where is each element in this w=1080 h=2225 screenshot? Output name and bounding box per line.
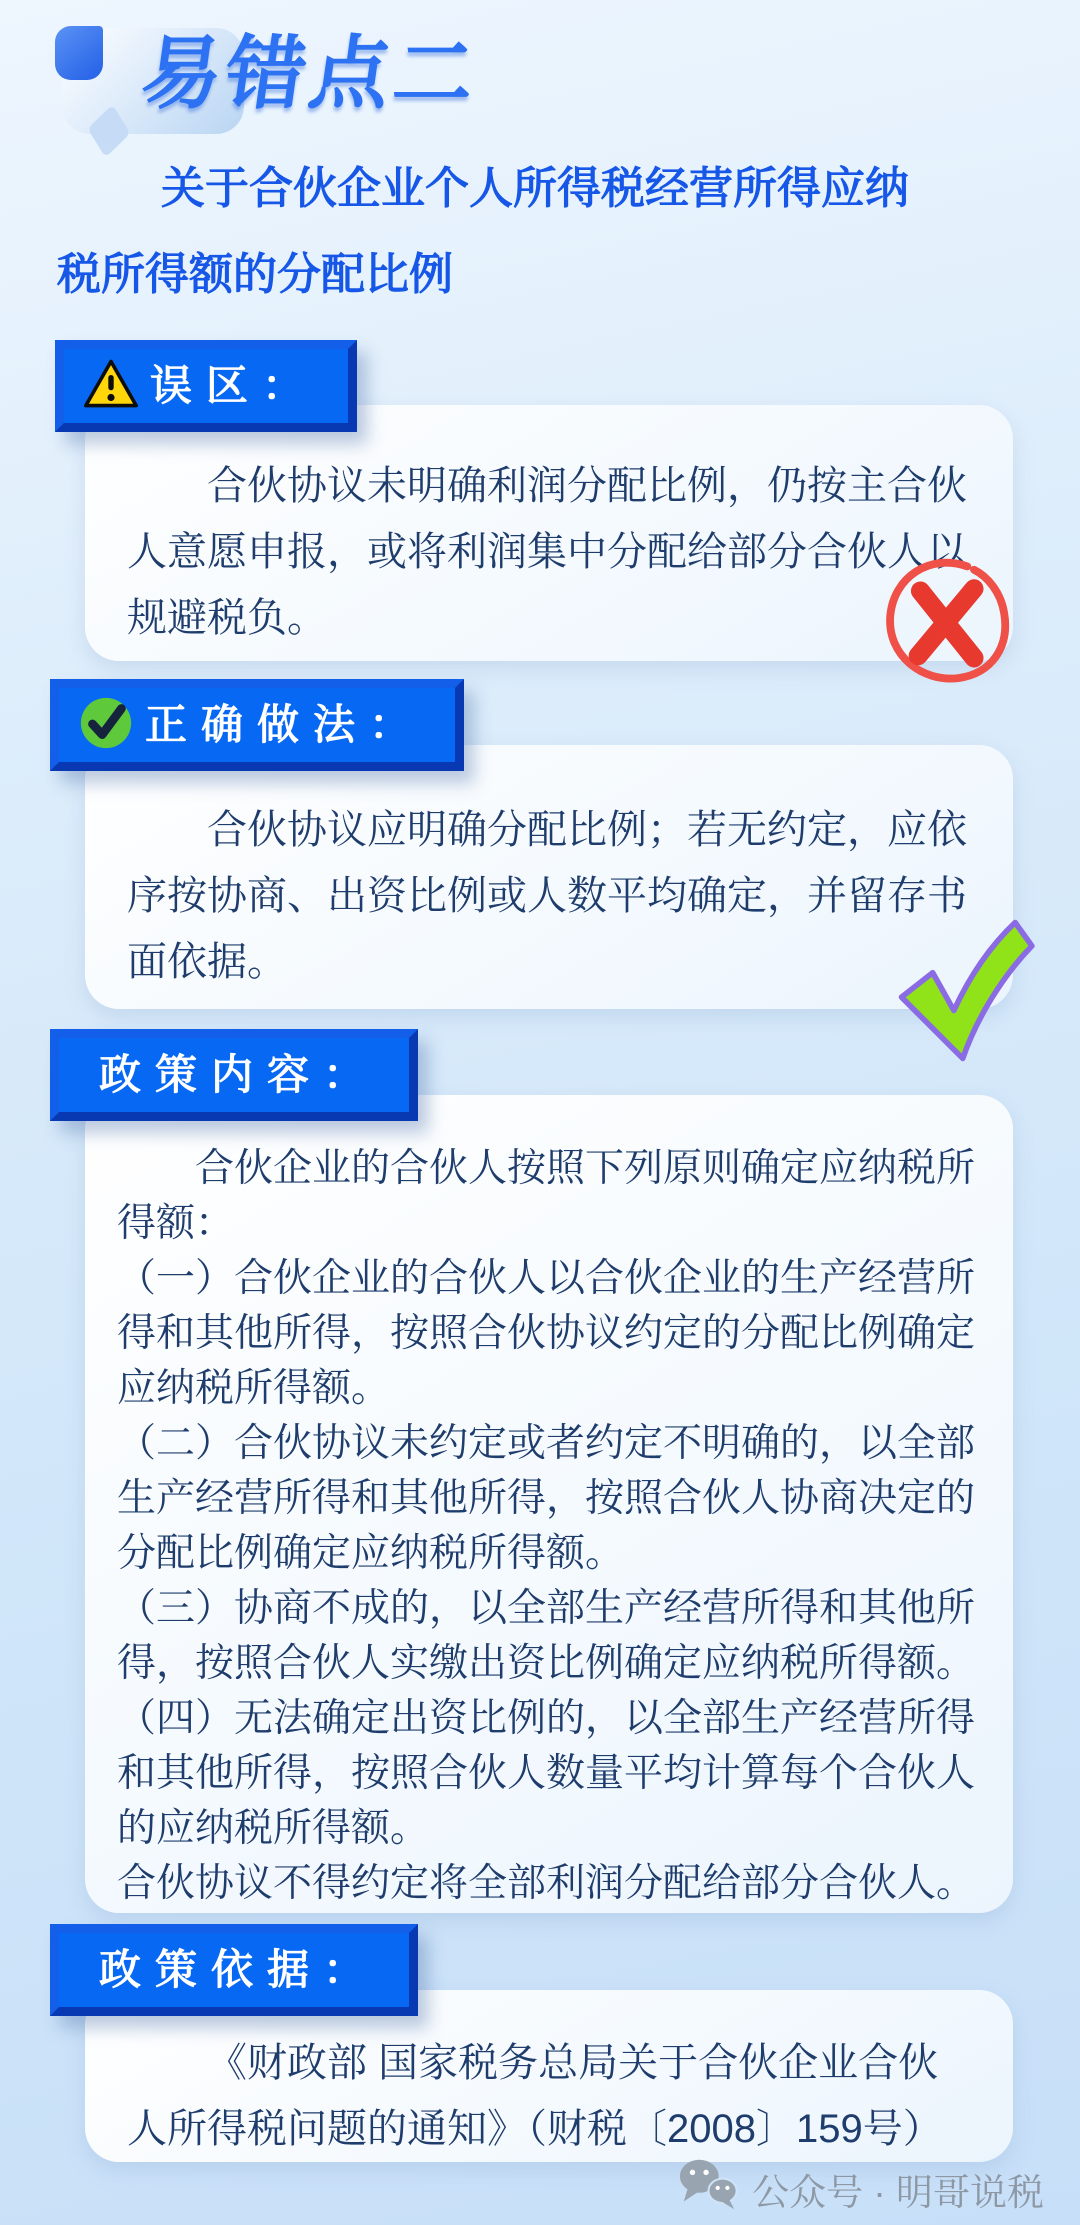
correct-practice-badge [50, 679, 464, 771]
correct-practice-badge-label: 正确做法： [145, 701, 426, 748]
warning-icon [82, 357, 140, 416]
wechat-logo-icon [676, 2156, 740, 2221]
watermark [676, 2156, 1044, 2221]
policy-paragraph: 合伙企业的合伙人按照下列原则确定应纳税所得额： [117, 1147, 976, 1245]
green-checkmark-icon [890, 908, 1040, 1064]
policy-paragraph: （一）合伙企业的合伙人以合伙企业的生产经营所得和其他所得，按照合伙协议约定的分配比例确定应纳税所得额。 [117, 1257, 976, 1410]
misconception-text: 合伙协议未明确利润分配比例，仍按主合伙人意愿申报，或将利润集中分配给部分合伙人以规避税负。 [127, 464, 967, 640]
policy-paragraph: （三）协商不成的，以全部生产经营所得和其他所得，按照合伙人实缴出资比例确定应纳税所得额。 [117, 1587, 976, 1685]
misconception-card [85, 405, 1013, 661]
policy-paragraph: （二）合伙协议未约定或者约定不明确的，以全部生产经营所得和其他所得，按照合伙人协商决定的分配比例确定应纳税所得额。 [117, 1422, 976, 1575]
policy-content-card [85, 1095, 1013, 1913]
misconception-badge-label: 误区： [150, 362, 319, 409]
policy-paragraph: 合伙协议不得约定将全部利润分配给部分合伙人。 [117, 1862, 976, 1905]
policy-content-badge-label: 政策内容： [99, 1051, 380, 1098]
check-circle-icon [77, 694, 135, 757]
policy-basis-badge [50, 1924, 418, 2016]
correct-practice-text: 合伙协议应明确分配比例；若无约定，应依序按协商、出资比例或人数平均确定，并留存书面依据。 [127, 808, 967, 984]
policy-basis-text: 《财政部 国家税务总局关于合伙企业合伙人所得税问题的通知》（财税〔2008〕159号） [127, 2041, 943, 2151]
watermark-text: 公众号 · 明哥说税 [752, 2171, 1044, 2213]
misconception-badge [55, 340, 357, 432]
page-subtitle: 关于合伙企业个人所得税经营所得应纳税所得额的分配比例 [57, 164, 909, 299]
correct-practice-card [85, 745, 1013, 1009]
policy-content-badge [50, 1029, 418, 1121]
policy-basis-badge-label: 政策依据： [99, 1946, 380, 1993]
page-title: 易错点二 [135, 29, 485, 118]
red-cross-stamp-icon [878, 550, 1012, 690]
policy-paragraph: （四）无法确定出资比例的，以全部生产经营所得和其他所得，按照合伙人数量平均计算每个合伙人的应纳税所得额。 [117, 1697, 976, 1850]
quote-mark-shape [55, 26, 103, 80]
